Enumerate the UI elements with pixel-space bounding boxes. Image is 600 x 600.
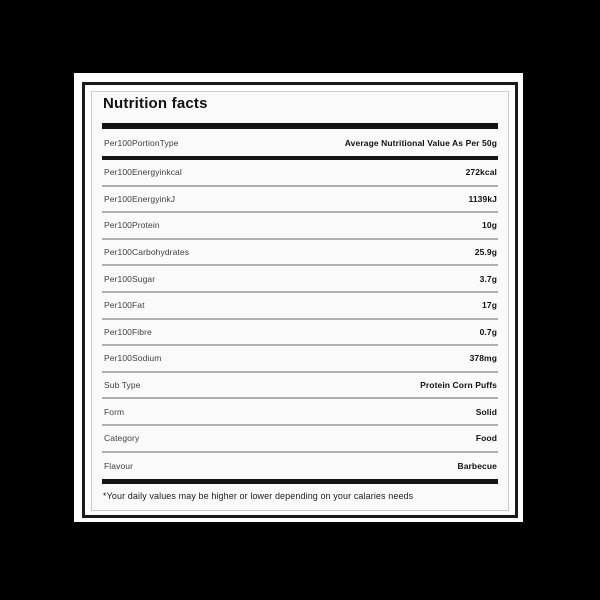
divider-thick-bottom [102,479,498,484]
row-value: Protein Corn Puffs [420,380,497,391]
nutrition-content [92,92,508,502]
table-row-sodium [102,346,498,373]
row-label: Per100Carbohydrates [104,247,190,258]
row-value: Barbecue [457,460,497,471]
table-header-row [102,129,498,156]
table-row-energy-kj [102,187,498,214]
table-row-category [102,426,498,453]
table-row-energy-kcal [102,160,498,187]
table-row-form [102,399,498,426]
row-label: Per100Sugar [104,273,156,284]
table-row-fat [102,293,498,320]
header-value: Average Nutritional Value As Per 50g [344,137,497,148]
row-value: Food [475,433,497,444]
table-row-sub-type [102,373,498,400]
row-label: Per100Sodium [104,353,162,364]
row-label: Per100Fat [104,300,145,311]
row-value: 10g [482,220,497,231]
row-value: 1139kJ [468,193,497,204]
nutrition-card [82,82,518,518]
row-label: Category [104,433,140,444]
footnote: *Your daily values may be higher or lower depending on your calaries needs [103,491,414,502]
table-row-fibre [102,320,498,347]
header-label: Per100PortionType [104,137,179,148]
row-value: 0.7g [479,326,497,337]
table-row-flavour [102,453,498,480]
nutrition-panel [91,91,509,511]
table-row-protein [102,213,498,240]
row-label: Form [104,406,125,417]
row-value: 378mg [469,353,497,364]
row-value: 272kcal [465,167,497,178]
row-label: Sub Type [104,380,141,391]
row-label: Per100Fibre [104,326,152,337]
row-label: Per100Protein [104,220,160,231]
page-title: Nutrition facts [103,95,208,112]
label-backdrop [74,73,523,522]
row-value: 17g [482,300,497,311]
row-value: 3.7g [479,273,497,284]
row-label: Per100Energyinkcal [104,167,182,178]
table-row-carbohydrates [102,240,498,267]
row-value: Solid [475,406,497,417]
row-label: Flavour [104,460,134,471]
row-value: 25.9g [474,247,497,258]
table-row-sugar [102,266,498,293]
row-label: Per100EnergyinkJ [104,193,176,204]
